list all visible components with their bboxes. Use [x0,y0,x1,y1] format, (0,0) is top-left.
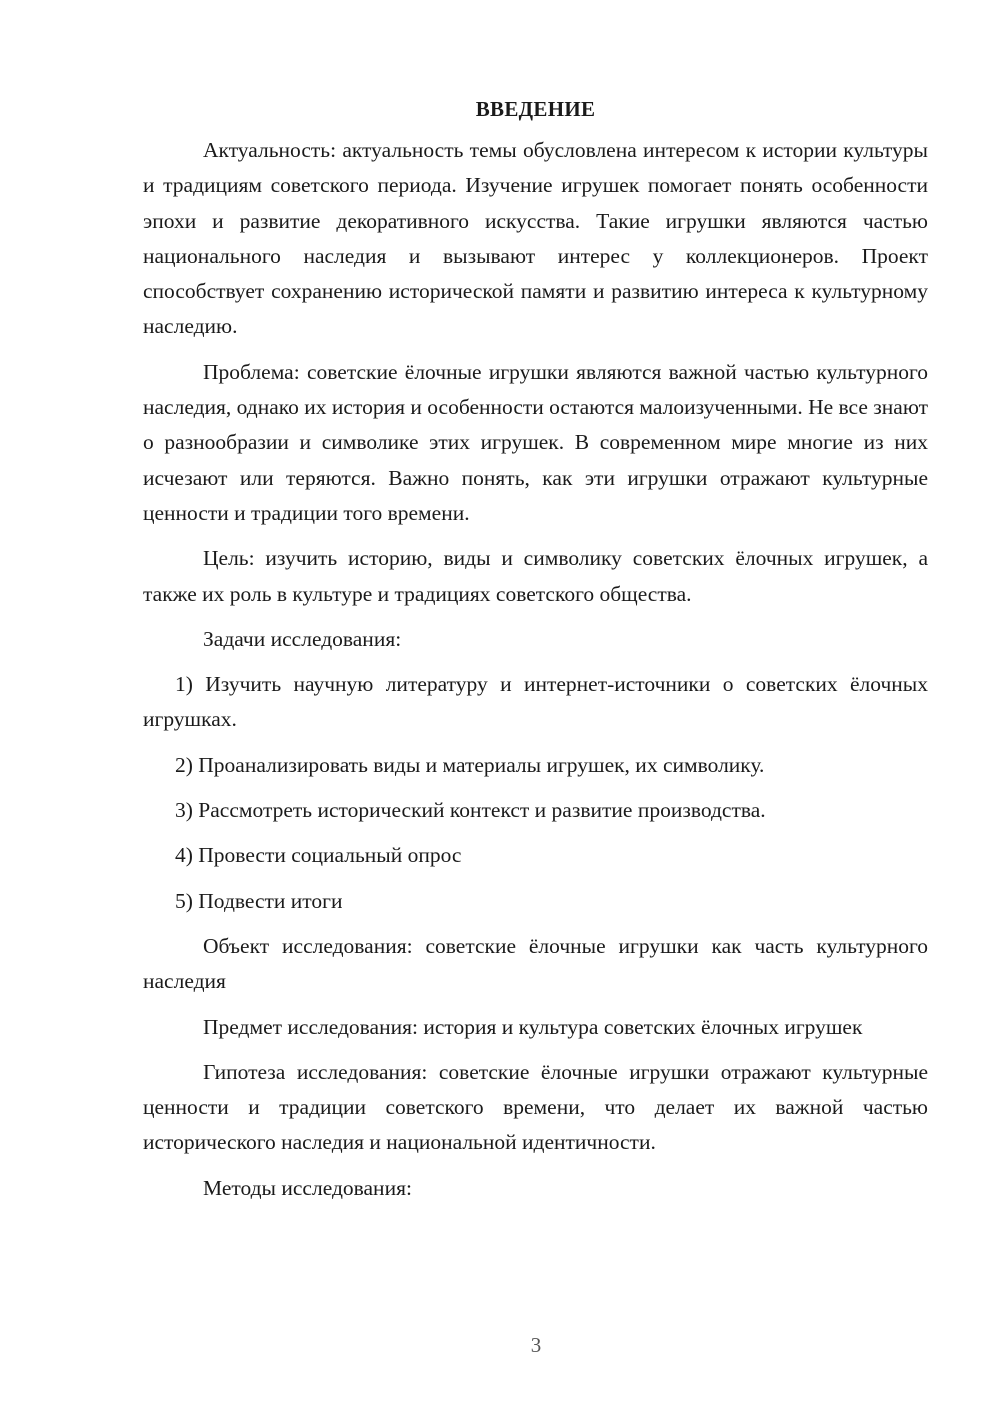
paragraph-methods: Методы исследования: [203,1175,412,1200]
paragraph-object: Объект исследования: советские ёлочные игрушки как часть культурного наследия [143,933,928,994]
paragraph-hypothesis: Гипотеза исследования: советские ёлочные игрушки отражают культурные ценности и традиции советского времени, что делает их важной частью исторического наследия и национальной идентичности. [143,1059,928,1155]
paragraph-relevance: Актуальность: актуальность темы обусловлена интересом к истории культуры и традициям советского периода. Изучение игрушек помогает понять особенности эпохи и развитие декоративного искусства. Такие игрушки являются частью национального наследия и вызывают интерес у коллекционеров. Проект способствует сохранению исторической памяти и развитию интереса к культурному наследию. [143,138,928,339]
list-item-task-5: 5) Подвести итоги [175,888,343,913]
paragraph-tasks-heading: Задачи исследования: [203,626,402,651]
page-number: 3 [530,1333,542,1357]
list-item-task-1: 1) Изучить научную литературу и интернет-источники о советских ёлочных игрушках. [143,672,928,732]
list-item-task-3: 3) Рассмотреть исторический контекст и развитие производства. [175,798,766,823]
paragraph-goal: Цель: изучить историю, виды и символику советских ёлочных игрушек, а также их роль в культуре и традициях советского общества. [143,546,928,606]
document-page [143,92,928,1206]
page-title: ВВЕДЕНИЕ [475,97,596,121]
paragraph-problem: Проблема: советские ёлочные игрушки являются важной частью культурного наследия, однако их история и особенности остаются малоизученными. Не все знают о разнообразии и символике этих игрушек. В современном мире многие из них исчезают или теряются. Важно понять, как эти игрушки отражают культурные ценности и традиции того времени. [143,359,928,525]
paragraph-subject: Предмет исследования: история и культура советских ёлочных игрушек [203,1014,863,1039]
list-item-task-4: 4) Провести социальный опрос [175,843,462,868]
list-item-task-2: 2) Проанализировать виды и материалы игрушек, их символику. [175,752,765,777]
